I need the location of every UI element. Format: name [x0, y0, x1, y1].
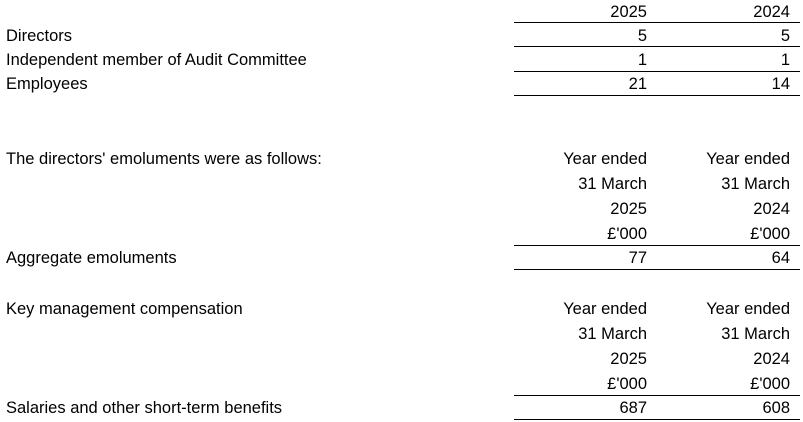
- value-2024: 14: [771, 75, 790, 93]
- divider: [514, 22, 800, 23]
- value-2024: 5: [780, 27, 790, 45]
- key-management-header-row: [0, 372, 803, 397]
- value-2025: 21: [628, 75, 647, 93]
- row-label: Independent member of Audit Committee: [6, 51, 307, 69]
- header-2024: 2024: [753, 3, 790, 21]
- emoluments-header-row: [0, 222, 803, 247]
- emoluments-header-row: [0, 147, 803, 172]
- row-label: Aggregate emoluments: [6, 249, 177, 267]
- emoluments-header-row: [0, 172, 803, 197]
- header-line: 31 March: [578, 325, 647, 343]
- header-line: Year ended: [706, 150, 790, 168]
- table-row: [0, 396, 803, 421]
- header-line: £'000: [607, 225, 647, 243]
- section-title: The directors' emoluments were as follows:: [6, 150, 322, 168]
- value-2024: 1: [780, 51, 790, 69]
- divider: [514, 269, 800, 270]
- header-line: Year ended: [563, 300, 647, 318]
- key-management-header-row: [0, 322, 803, 347]
- key-management-header-row: [0, 297, 803, 322]
- header-line: £'000: [750, 375, 790, 393]
- divider: [514, 419, 800, 420]
- row-label: Directors: [6, 27, 73, 45]
- row-label: Salaries and other short-term benefits: [6, 399, 283, 417]
- value-2025: 77: [628, 249, 647, 267]
- header-line: 2025: [610, 200, 647, 218]
- section-title: Key management compensation: [6, 300, 243, 318]
- table-row: [0, 48, 803, 73]
- header-line: £'000: [607, 375, 647, 393]
- divider: [514, 46, 800, 47]
- header-2025: 2025: [610, 3, 647, 21]
- table-row: [0, 246, 803, 271]
- divider: [514, 95, 800, 96]
- header-line: 31 March: [578, 175, 647, 193]
- header-line: 2025: [610, 350, 647, 368]
- value-2025: 687: [619, 399, 647, 417]
- header-line: £'000: [750, 225, 790, 243]
- header-line: 31 March: [721, 175, 790, 193]
- table-row: [0, 72, 803, 97]
- row-label: Employees: [6, 75, 88, 93]
- value-2024: 64: [771, 249, 790, 267]
- header-line: 2024: [753, 200, 790, 218]
- value-2025: 1: [637, 51, 647, 69]
- emoluments-header-row: [0, 197, 803, 222]
- header-line: 2024: [753, 350, 790, 368]
- header-line: Year ended: [563, 150, 647, 168]
- value-2024: 608: [762, 399, 790, 417]
- value-2025: 5: [637, 27, 647, 45]
- key-management-header-row: [0, 347, 803, 372]
- header-line: Year ended: [706, 300, 790, 318]
- header-line: 31 March: [721, 325, 790, 343]
